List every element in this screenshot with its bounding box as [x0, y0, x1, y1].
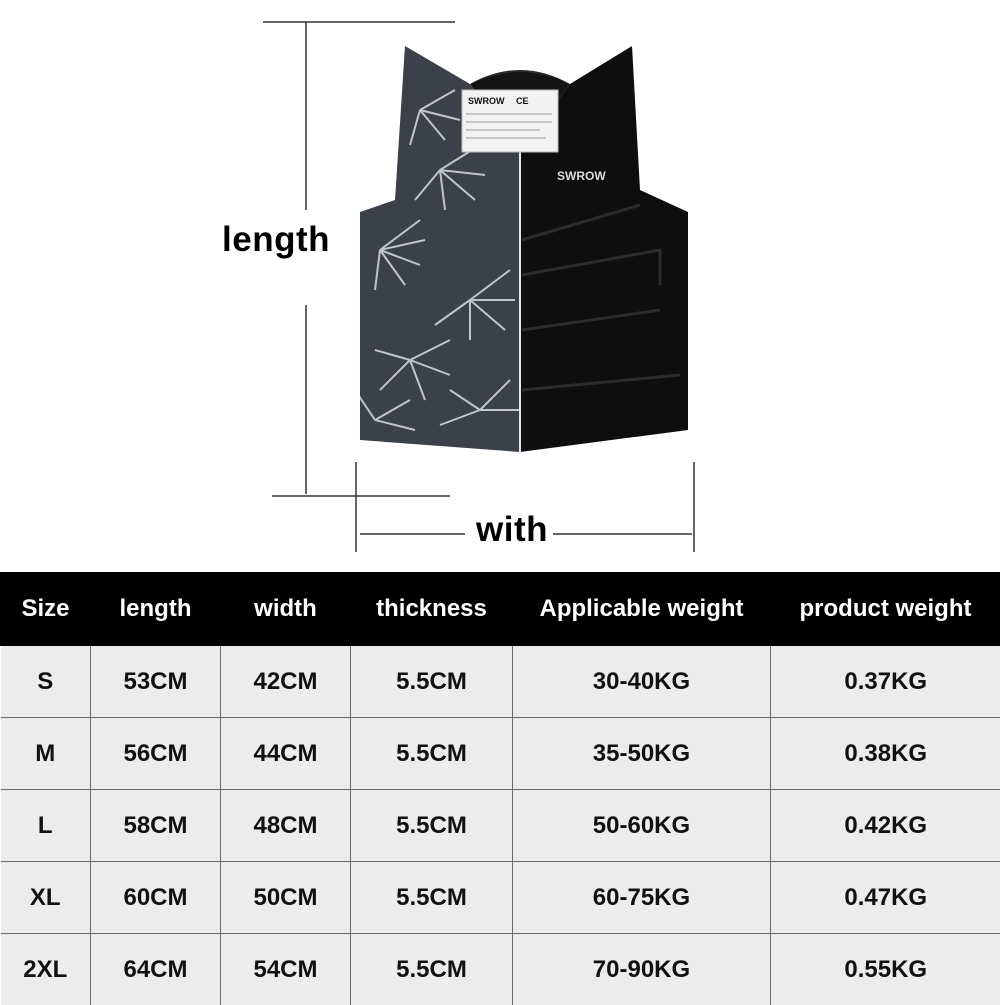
cell-length: 58CM	[91, 790, 221, 862]
cell-product-weight: 0.47KG	[771, 862, 1000, 934]
cell-width: 54CM	[221, 934, 351, 1005]
inner-label-ce-mark: CE	[516, 96, 529, 106]
table-row	[1, 862, 1000, 934]
cell-product-weight: 0.42KG	[771, 790, 1000, 862]
cell-thickness: 5.5CM	[351, 718, 513, 790]
cell-width: 44CM	[221, 718, 351, 790]
cell-applicable-weight: 30-40KG	[513, 646, 771, 718]
cell-product-weight: 0.37KG	[771, 646, 1000, 718]
cell-length: 56CM	[91, 718, 221, 790]
header-applicable-weight: Applicable weight	[513, 573, 771, 646]
cell-applicable-weight: 60-75KG	[513, 862, 771, 934]
cell-product-weight: 0.38KG	[771, 718, 1000, 790]
cell-applicable-weight: 70-90KG	[513, 934, 771, 1005]
chest-brand: SWROW	[557, 169, 606, 183]
size-chart-table	[0, 572, 1000, 1005]
table-row	[1, 718, 1000, 790]
header-width: width	[221, 573, 351, 646]
header-thickness: thickness	[351, 573, 513, 646]
header-size: Size	[1, 573, 91, 646]
cell-thickness: 5.5CM	[351, 934, 513, 1005]
cell-width: 48CM	[221, 790, 351, 862]
width-dimension-label: with	[472, 510, 552, 550]
cell-size: S	[1, 646, 91, 718]
table-header-row	[1, 573, 1000, 646]
cell-size: XL	[1, 862, 91, 934]
header-product-weight: product weight	[771, 573, 1000, 646]
cell-thickness: 5.5CM	[351, 646, 513, 718]
cell-width: 50CM	[221, 862, 351, 934]
cell-length: 60CM	[91, 862, 221, 934]
cell-thickness: 5.5CM	[351, 862, 513, 934]
cell-product-weight: 0.55KG	[771, 934, 1000, 1005]
cell-applicable-weight: 50-60KG	[513, 790, 771, 862]
cell-length: 53CM	[91, 646, 221, 718]
header-length: length	[91, 573, 221, 646]
cell-thickness: 5.5CM	[351, 790, 513, 862]
table-row	[1, 790, 1000, 862]
cell-applicable-weight: 35-50KG	[513, 718, 771, 790]
cell-size: 2XL	[1, 934, 91, 1005]
table-row	[1, 646, 1000, 718]
table-row	[1, 934, 1000, 1005]
length-dimension-label: length	[222, 220, 330, 260]
vest	[355, 46, 688, 452]
cell-size: L	[1, 790, 91, 862]
cell-width: 42CM	[221, 646, 351, 718]
cell-length: 64CM	[91, 934, 221, 1005]
cell-size: M	[1, 718, 91, 790]
inner-label-brand: SWROW	[468, 96, 505, 106]
